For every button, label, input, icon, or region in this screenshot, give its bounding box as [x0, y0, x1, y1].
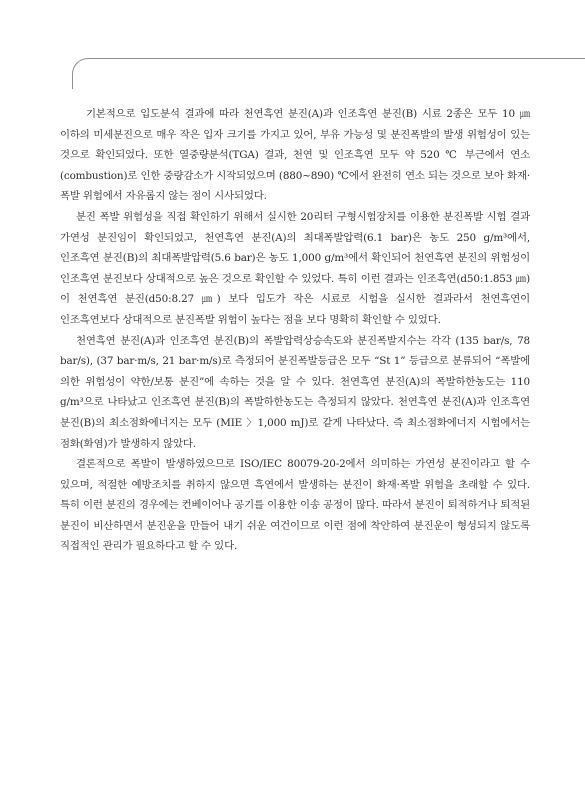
- paragraph-explosion-test: 분진 폭발 위험성을 직접 확인하기 위해서 실시한 20리터 구형시험장치를 이용한 분진폭발 시험 결과 가연성 분진임이 확인되었고, 천연흑연 분진(A)의 최대폭발압력(6.1 bar)은 농도 250 g/m³에서, 인조흑연 분진(B)의 최대폭발압력(5.6 bar)은 농도 1,000 g/m³에서 확인되어 천연흑연 분진의 위험성이 인조흑연 분진보다 상대적으로 높은 것으로 확인할 수 있었다. 특히 이런 결과는 인조흑연(d50:1.853 ㎛)이 천연흑연 분진(d50:8.27 ㎛) 보다 입도가 작은 시료로 시험을 실시한 결과라서 천연흑연이 인조흑연보다 상대적으로 분진폭발 위험이 높다는 점을 보다 명확히 확인할 수 있었다.: [60, 210, 530, 326]
- page-header-frame: [72, 58, 585, 89]
- document-body: [60, 104, 530, 557]
- paragraph-explosion-class: 천연흑연 분진(A)과 인조흑연 분진(B)의 폭발압력상승속도와 분진폭발지수는 각각 (135 bar/s, 78 bar/s), (37 bar·m/s, 21 bar·m/s)로 측정되어 분진폭발등급은 모두 “St 1” 등급으로 분류되어 “폭발에 의한 위험성이 약한/보통 분진”에 속하는 것을 알 수 있다. 천연흑연 분진(A)의 폭발하한농도는 110 g/m³으로 나타났고 인조흑연 분진(B)의 폭발하한농도는 측정되지 않았다. 천연흑연 분진(A)과 인조흑연 분진(B)의 최소점화에너지는 모두 (MIE 〉1,000 mJ)로 같게 나타났다. 즉 최소점화에너지 시험에서는 점화(화염)가 발생하지 않았다.: [60, 334, 530, 450]
- paragraph-particle-analysis: 기본적으로 입도분석 결과에 따라 천연흑연 분진(A)과 인조흑연 분진(B) 시료 2종은 모두 10 ㎛ 이하의 미세분진으로 매우 작은 입자 크기를 가지고 있어, 부유 가능성 및 분진폭발의 발생 위험성이 있는 것으로 확인되었다. 또한 열중량분석(TGA) 결과, 천연 및 인조흑연 모두 약 520 ℃ 부근에서 연소(combustion)로 인한 중량감소가 시작되었으며 (880~890) ℃에서 완전히 연소 되는 것으로 보아 화재·폭발 위험에서 자유롭지 않는 점이 시사되었다.: [60, 108, 530, 203]
- paragraph-conclusion: 결론적으로 폭발이 발생하였으므로 ISO/IEC 80079-20-2에서 의미하는 가연성 분진이라고 할 수 있으며, 적절한 예방조치를 취하지 않으면 흑연에서 발생하는 분진이 화재·폭발 위험을 초래할 수 있다. 특히 이런 분진의 경우에는 컨베이어나 공기를 이용한 이송 공정이 많다. 따라서 분진이 퇴적하거나 퇴적된 분진이 비산하면서 분진운을 만들어 내기 쉬운 여건이므로 이런 점에 착안하여 분진운이 형성되지 않도록 직접적인 관리가 필요하다고 할 수 있다.: [60, 458, 530, 553]
